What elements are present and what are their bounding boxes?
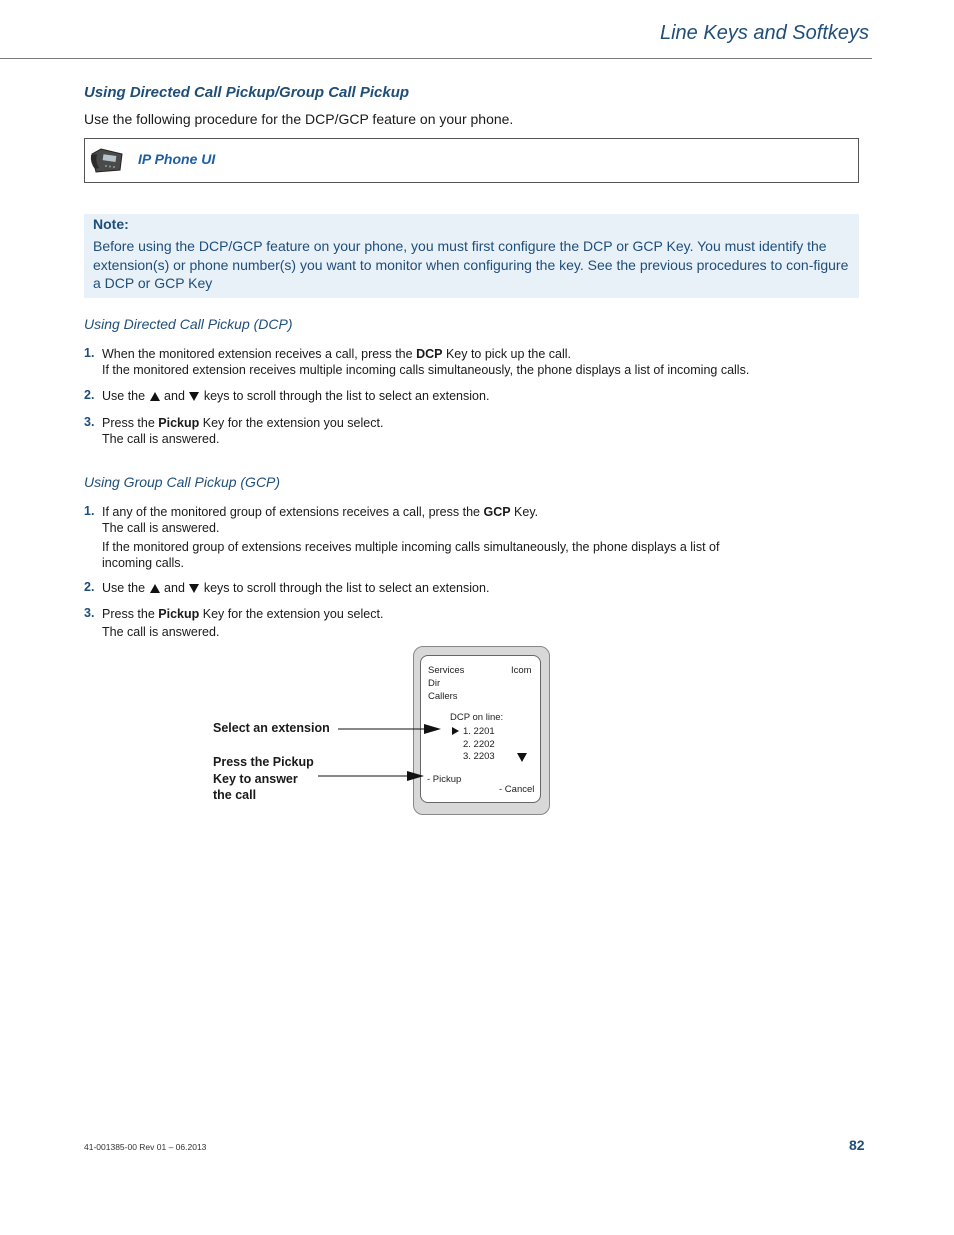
footer-page-number: 82 bbox=[849, 1137, 865, 1153]
gcp-step-3-text-end: Key for the extension you select. bbox=[199, 607, 384, 621]
dcp-step-3-text-end: Key for the extension you select. bbox=[199, 416, 384, 430]
phone-menu-callers: Callers bbox=[428, 691, 458, 702]
phone-softkey-cancel: - Cancel bbox=[499, 784, 535, 795]
gcp-step-1-text-end: Key. bbox=[510, 505, 539, 519]
phone-icom-label: Icom bbox=[511, 665, 532, 676]
phone-menu-services: Services bbox=[428, 665, 465, 676]
page-header-title: Line Keys and Softkeys bbox=[659, 22, 869, 44]
dcp-step-1-text-end: Key to pick up the call. bbox=[442, 347, 572, 361]
dcp-step-2-number: 2. bbox=[84, 388, 95, 402]
gcp-step-2-text: Use the bbox=[102, 581, 149, 595]
callout-press-pickup-line: Press the Pickup bbox=[213, 755, 314, 769]
gcp-key-label: GCP bbox=[483, 505, 511, 519]
gcp-heading: Using Group Call Pickup (GCP) bbox=[84, 474, 281, 490]
dcp-step-1-text: When the monitored extension receives a call, press the bbox=[102, 347, 417, 361]
pickup-key-label: Pickup bbox=[158, 607, 200, 621]
callout-select-extension: Select an extension bbox=[213, 721, 330, 735]
note-title: Note: bbox=[93, 216, 129, 232]
gcp-step-1-number: 1. bbox=[84, 504, 95, 518]
phone-extension-item: 3. 2203 bbox=[463, 751, 495, 762]
gcp-step-2-number: 2. bbox=[84, 580, 95, 594]
phone-extension-item: 2. 2202 bbox=[463, 738, 495, 750]
dcp-step-3-result: The call is answered. bbox=[102, 432, 220, 446]
callout-press-pickup-line: Key to answer bbox=[213, 771, 298, 786]
pickup-key-label: Pickup bbox=[158, 416, 200, 430]
dcp-step-2-text-end: keys to scroll through the list to select an extension. bbox=[200, 389, 490, 403]
dcp-step-2-text: Use the bbox=[102, 389, 149, 403]
phone-softkey-pickup: - Pickup bbox=[427, 774, 462, 785]
section-intro: Use the following procedure for the DCP/GCP feature on your phone. bbox=[84, 111, 514, 127]
callout-arrowhead-icon bbox=[424, 724, 441, 734]
gcp-step-1-detail: If the monitored group of extensions receives multiple incoming calls simultaneously, the phone displays a list of incoming calls. bbox=[102, 540, 720, 570]
dcp-heading: Using Directed Call Pickup (DCP) bbox=[84, 316, 293, 332]
gcp-step-3-text: Press the bbox=[102, 607, 159, 621]
gcp-step-1-text: If any of the monitored group of extensions receives a call, press the bbox=[102, 505, 484, 519]
gcp-step-3-number: 3. bbox=[84, 606, 95, 620]
dcp-key-label: DCP bbox=[416, 347, 443, 361]
gcp-step-2-text-end: keys to scroll through the list to select an extension. bbox=[200, 581, 490, 595]
dcp-step-2-and: and bbox=[160, 389, 189, 403]
dcp-step-3-text: Press the bbox=[102, 416, 159, 430]
callout-press-pickup-line: the call bbox=[213, 788, 257, 802]
callout-arrowhead-icon bbox=[407, 771, 424, 781]
footer-doc-id: 41-001385-00 Rev 01 – 06.2013 bbox=[84, 1142, 207, 1152]
phone-menu-dir: Dir bbox=[428, 678, 441, 689]
phone-list-title: DCP on line: bbox=[450, 712, 504, 723]
dcp-step-3-number: 3. bbox=[84, 415, 95, 429]
gcp-step-3-result: The call is answered. bbox=[102, 625, 220, 639]
section-heading: Using Directed Call Pickup/Group Call Pickup bbox=[84, 84, 410, 101]
phone-extension-item: 1. 2201 bbox=[463, 726, 495, 737]
ip-phone-ui-label: IP Phone UI bbox=[138, 151, 216, 167]
dcp-step-1-detail: If the monitored extension receives multiple incoming calls simultaneously, the phone displays a list of incoming calls. bbox=[102, 363, 750, 377]
gcp-step-1-result: The call is answered. bbox=[102, 521, 220, 535]
gcp-step-2-and: and bbox=[160, 581, 189, 595]
dcp-step-1-number: 1. bbox=[84, 346, 95, 360]
note-text: Before using the DCP/GCP feature on your phone, you must first configure the DCP or GCP Key. You must identify the extension(s) or phone number(s) you want to monitor when configuring the key. See the previous procedures to con-figure a DCP or GCP Key bbox=[93, 238, 849, 291]
